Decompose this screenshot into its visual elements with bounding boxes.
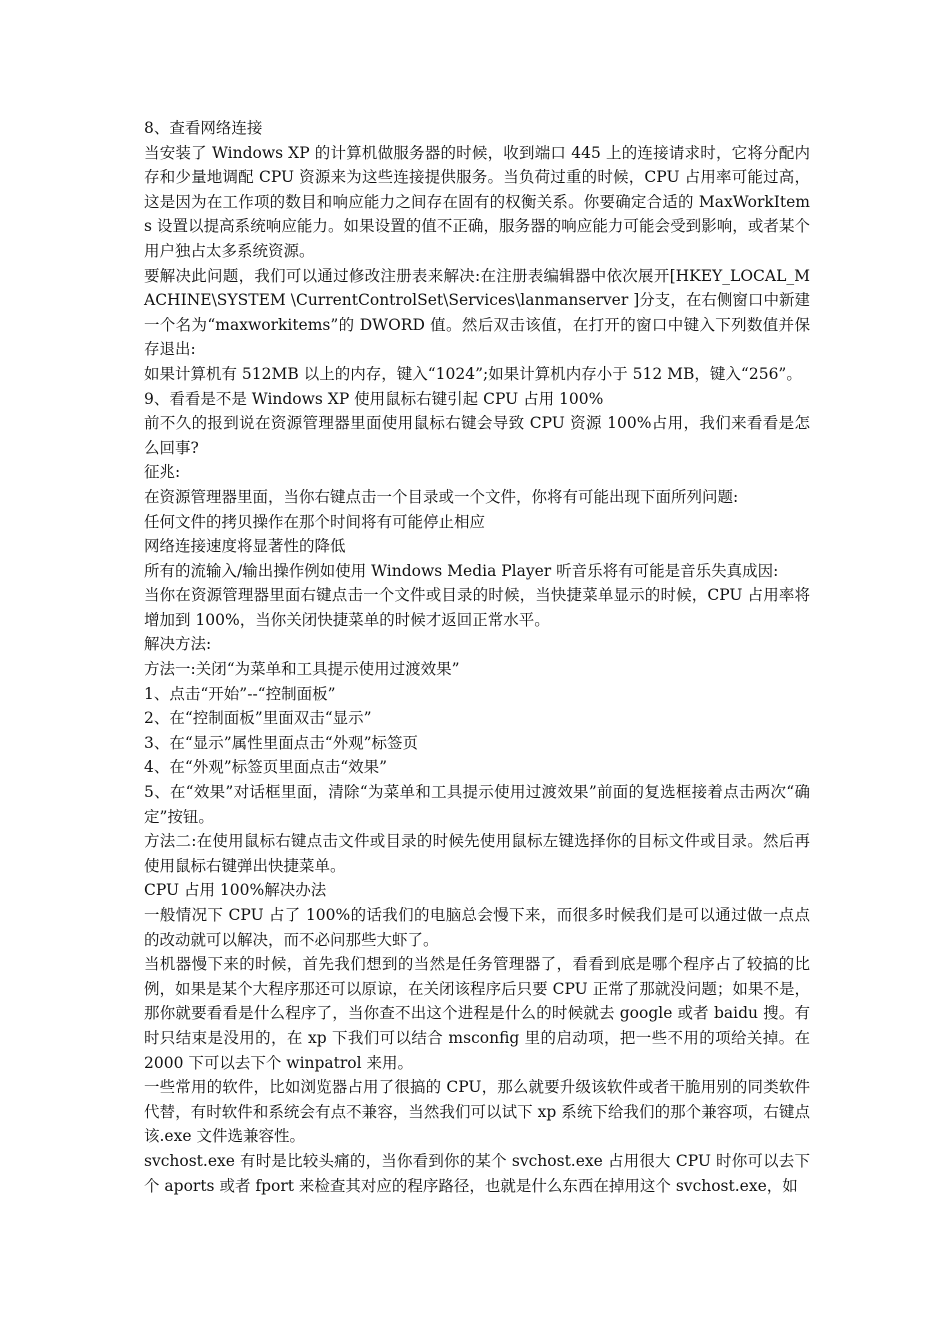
paragraph: svchost.exe 有时是比较头痛的，当你看到你的某个 svchost.exe 占用很大 CPU 时你可以去下个 aports 或者 fport 来检查其对应的程序路径，也就是什么东西在掉用这个 svchost.exe，如 bbox=[144, 1151, 810, 1195]
list-step: 3、在“显示”属性里面点击“外观”标签页 bbox=[144, 733, 419, 752]
heading-right-click-cpu: 9、看看是不是 Windows XP 使用鼠标右键引起 CPU 占用 100% bbox=[144, 389, 604, 408]
paragraph: 如果计算机有 512MB 以上的内存，键入“1024”;如果计算机内存小于 512 MB，键入“256”。 bbox=[144, 364, 802, 383]
paragraph: 方法一:关闭“为菜单和工具提示使用过渡效果” bbox=[144, 660, 460, 679]
paragraph: 当安装了 Windows XP 的计算机做服务器的时候，收到端口 445 上的连接请求时，它将分配内存和少量地调配 CPU 资源来为这些连接提供服务。当负荷过重的时候，CPU 占用率可能过高，这是因为在工作项的数目和响应能力之间存在固有的权衡关系。你要确定合适的 MaxWorkItems 设置以提高系统响应能力。如果设置的值不正确，服务器的响应能力可能会受到影响，或者某个用户独占太多系统资源。 bbox=[144, 143, 810, 260]
list-step: 2、在“控制面板”里面双击“显示” bbox=[144, 709, 372, 728]
paragraph: 网络连接速度将显著性的降低 bbox=[144, 537, 346, 556]
heading-view-network-connections: 8、查看网络连接 bbox=[144, 119, 263, 137]
paragraph: 一般情况下 CPU 占了 100%的话我们的电脑总会慢下来，而很多时候我们是可以通过做一点点的改动就可以解决，而不必问那些大虾了。 bbox=[144, 906, 810, 949]
paragraph: 解决方法: bbox=[144, 635, 212, 654]
heading-cpu-100-solutions: CPU 占用 100%解决办法 bbox=[144, 881, 327, 900]
paragraph: 任何文件的拷贝操作在那个时间将有可能停止相应 bbox=[144, 512, 486, 531]
paragraph: 前不久的报到说在资源管理器里面使用鼠标右键会导致 CPU 资源 100%占用，我们来看看是怎么回事? bbox=[144, 414, 810, 457]
paragraph: 要解决此问题，我们可以通过修改注册表来解决:在注册表编辑器中依次展开[HKEY_LOCAL_MACHINE\SYSTEM \CurrentControlSet\Services\lanmanserver ]分支，在右侧窗口中新建一个名为“maxworkitems”的 DWORD 值。然后双击该值，在打开的窗口中键入下列数值并保存退出: bbox=[144, 266, 810, 359]
paragraph: 所有的流输入/输出操作例如使用 Windows Media Player 听音乐将有可能是音乐失真成因: bbox=[144, 561, 779, 580]
paragraph: 征兆: bbox=[144, 463, 181, 482]
paragraph: 当机器慢下来的时候，首先我们想到的当然是任务管理器了，看看到底是哪个程序占了较搞的比例，如果是某个大程序那还可以原谅，在关闭该程序后只要 CPU 正常了那就没问题；如果不是，那你就要看看是什么程序了，当你查不出这个进程是什么的时候就去 google 或者 baidu 搜。有时只结束是没用的，在 xp 下我们可以结合 msconfig 里的启动项，把一些不用的项给关掉。在 2000 下可以去下个 winpatrol 来用。 bbox=[144, 955, 810, 1072]
paragraph: 一些常用的软件，比如浏览器占用了很搞的 CPU，那么就要升级该软件或者干脆用别的同类软件代替，有时软件和系统会有点不兼容，当然我们可以试下 xp 系统下给我们的那个兼容项，右键点该.exe 文件选兼容性。 bbox=[144, 1078, 810, 1146]
list-step: 1、点击“开始”--“控制面板” bbox=[144, 684, 336, 703]
paragraph: 当你在资源管理器里面右键点击一个文件或目录的时候，当快捷菜单显示的时候，CPU 占用率将增加到 100%，当你关闭快捷菜单的时候才返回正常水平。 bbox=[144, 586, 810, 629]
list-step: 4、在“外观”标签页里面点击“效果” bbox=[144, 758, 388, 777]
paragraph: 方法二:在使用鼠标右键点击文件或目录的时候先使用鼠标左键选择你的目标文件或目录。然后再使用鼠标右键弹出快捷菜单。 bbox=[144, 832, 810, 875]
document-body bbox=[144, 116, 810, 1198]
list-step: 5、在“效果”对话框里面，清除“为菜单和工具提示使用过渡效果”前面的复选框接着点击两次“确定”按钮。 bbox=[144, 783, 810, 826]
paragraph: 在资源管理器里面，当你右键点击一个目录或一个文件，你将有可能出现下面所列问题: bbox=[144, 487, 739, 506]
